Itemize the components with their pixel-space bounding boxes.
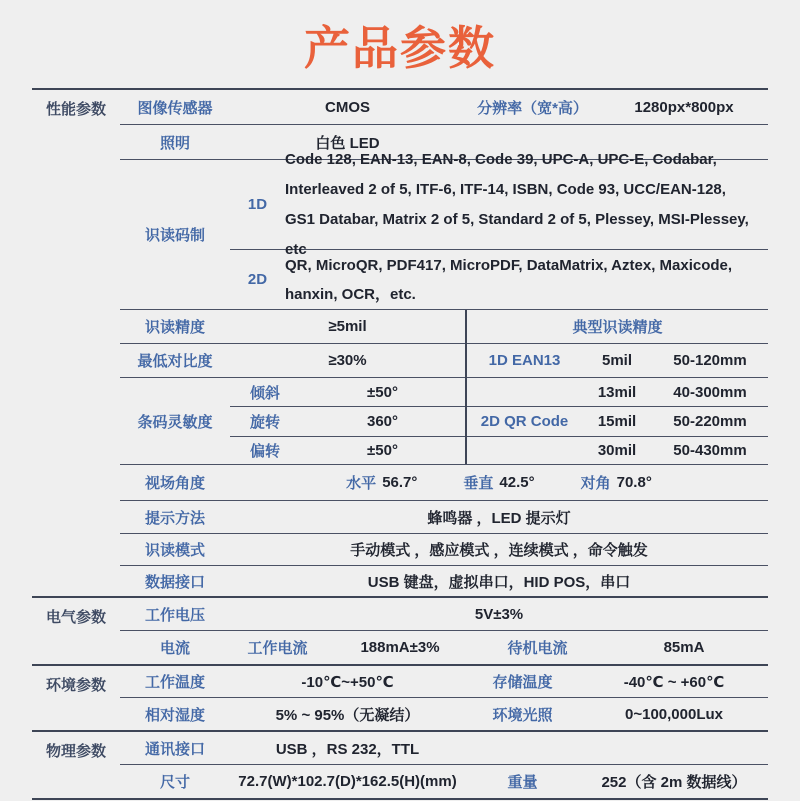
label-1d: 1D xyxy=(247,196,268,213)
section-environment xyxy=(32,666,768,732)
typical-range-1: 50-120mm xyxy=(673,352,747,369)
row-symbologies-1d xyxy=(230,150,768,258)
value-data-interface: USB 键盘，虚拟串口，HID POS，串口 xyxy=(367,573,631,591)
section-label-electrical: 电气参数 xyxy=(45,609,106,626)
value-resolution: 1280px*800px xyxy=(634,98,734,116)
fov-diagonal: 对角 70.8° xyxy=(580,474,652,492)
section-label-environment: 环境参数 xyxy=(45,677,106,694)
label-storage-temp: 存储温度 xyxy=(492,674,553,691)
label-prompt: 提示方法 xyxy=(144,509,205,527)
value-read-precision: ≥5mil xyxy=(328,318,367,335)
value-prompt: 蜂鸣器 ，LED 提示灯 xyxy=(427,509,571,527)
label-comm-interface: 通讯接口 xyxy=(144,740,205,758)
value-illumination: 白色 LED xyxy=(315,134,380,152)
row-prompt xyxy=(120,501,768,534)
value-dimensions: 72.7(W)*102.7(D)*162.5(H)(mm) xyxy=(238,773,457,790)
label-weight: 重量 xyxy=(507,774,538,791)
label-symbologies: 识读码制 xyxy=(144,227,205,244)
typical-name-3: 2D QR Code xyxy=(480,413,569,430)
row-min-contrast xyxy=(120,344,465,378)
value-skew: ±50° xyxy=(367,442,398,459)
label-work-temp: 工作温度 xyxy=(144,674,205,691)
row-typical-3 xyxy=(467,407,768,437)
row-typical-2 xyxy=(467,378,768,407)
typical-range-4: 50-430mm xyxy=(673,442,747,459)
row-typical-4 xyxy=(467,437,768,464)
row-symbologies xyxy=(120,150,768,310)
row-comm-interface xyxy=(120,732,768,765)
section-physical xyxy=(32,732,768,800)
label-read-precision: 识读精度 xyxy=(144,319,205,336)
label-ambient-light: 环境光照 xyxy=(492,706,553,724)
value-read-mode: 手动模式 ，感应模式 ，连续模式 ，命令触发 xyxy=(350,542,648,559)
value-voltage: 5V±3% xyxy=(474,605,524,623)
label-fov: 视场角度 xyxy=(144,475,205,492)
label-image-sensor: 图像传感器 xyxy=(137,99,213,117)
row-work-temp xyxy=(120,666,768,698)
typical-mil-2: 13mil xyxy=(597,383,637,401)
label-voltage: 工作电压 xyxy=(144,606,205,624)
section-performance xyxy=(32,90,768,598)
row-data-interface xyxy=(120,566,768,596)
typical-mil-1: 5mil xyxy=(601,352,632,369)
label-current: 电流 xyxy=(159,640,190,657)
row-current xyxy=(120,631,768,664)
label-illumination: 照明 xyxy=(159,134,190,152)
row-typical-header xyxy=(467,310,768,344)
value-min-contrast: ≥30% xyxy=(328,352,367,369)
row-sensitivity xyxy=(120,378,465,464)
value-ambient-light: 0~100,000Lux xyxy=(625,705,723,723)
row-rotation xyxy=(230,407,465,437)
row-read-precision xyxy=(120,310,465,344)
label-min-contrast: 最低对比度 xyxy=(137,353,213,370)
label-humidity: 相对湿度 xyxy=(144,706,205,724)
fov-vertical: 垂直 42.5° xyxy=(463,474,535,492)
label-standby-current: 待机电流 xyxy=(507,640,568,657)
typical-mil-4: 30mil xyxy=(597,442,637,459)
row-typical-1 xyxy=(467,344,768,378)
row-fov xyxy=(120,465,768,501)
value-humidity: 5% ~ 95%（无凝结） xyxy=(275,706,420,724)
value-work-temp: -10℃~+50℃ xyxy=(301,673,394,691)
value-comm-interface: USB ，RS 232，TTL xyxy=(275,740,420,758)
label-read-mode: 识读模式 xyxy=(144,542,205,559)
section-electrical xyxy=(32,598,768,666)
label-rotation: 旋转 xyxy=(249,414,280,431)
row-read-mode xyxy=(120,534,768,566)
value-storage-temp: -40℃ ~ +60℃ xyxy=(623,673,725,691)
label-dimensions: 尺寸 xyxy=(159,774,190,791)
label-working-current: 工作电流 xyxy=(247,640,308,657)
row-dimensions xyxy=(120,765,768,798)
value-weight: 252（含 2m 数据线） xyxy=(601,774,747,791)
row-skew xyxy=(230,437,465,464)
value-standby-current: 85mA xyxy=(663,639,705,656)
row-humidity xyxy=(120,698,768,730)
section-label-performance: 性能参数 xyxy=(45,101,106,118)
typical-range-3: 50-220mm xyxy=(673,413,747,430)
label-typical-precision: 典型识读精度 xyxy=(572,319,663,336)
typical-range-2: 40-300mm xyxy=(673,383,747,401)
label-tilt: 倾斜 xyxy=(249,384,280,402)
value-rotation: 360° xyxy=(366,413,399,430)
label-data-interface: 数据接口 xyxy=(144,573,205,591)
page-title: 产品参数 xyxy=(304,22,496,74)
row-tilt xyxy=(230,378,465,407)
typical-name-1: 1D EAN13 xyxy=(488,352,561,369)
row-symbologies-2d xyxy=(230,250,768,309)
value-2d-codes: QR, MicroQR, PDF417, MicroPDF, DataMatrix, Aztex, Maxicode, hanxin, OCR，etc. xyxy=(285,256,733,303)
label-skew: 偏转 xyxy=(249,443,280,460)
value-tilt: ±50° xyxy=(367,383,398,401)
value-working-current: 188mA±3% xyxy=(360,639,440,656)
typical-mil-3: 15mil xyxy=(597,413,637,430)
row-image-sensor xyxy=(120,90,768,125)
label-resolution: 分辨率（宽*高） xyxy=(477,99,588,117)
label-sensitivity: 条码灵敏度 xyxy=(137,413,213,431)
row-voltage xyxy=(120,598,768,631)
spec-table xyxy=(32,88,768,800)
precision-block xyxy=(120,310,768,465)
label-2d: 2D xyxy=(247,271,268,288)
value-1d-codes: Code 128, EAN-13, EAN-8, Code 39, UPC-A, UPC-E, Codabar, Interleaved 2 of 5, ITF-6, ITF-14, ISBN, Code 93, UCC/EAN-128, GS1 Databar, Matrix 2 of 5, Standard 2 of 5, Plessey, MSI-Plessey, etc xyxy=(285,150,749,258)
typical-precision-column xyxy=(465,310,768,464)
section-label-physical: 物理参数 xyxy=(45,743,106,760)
value-image-sensor: CMOS xyxy=(325,98,370,116)
fov-horizontal: 水平 56.7° xyxy=(346,474,418,492)
